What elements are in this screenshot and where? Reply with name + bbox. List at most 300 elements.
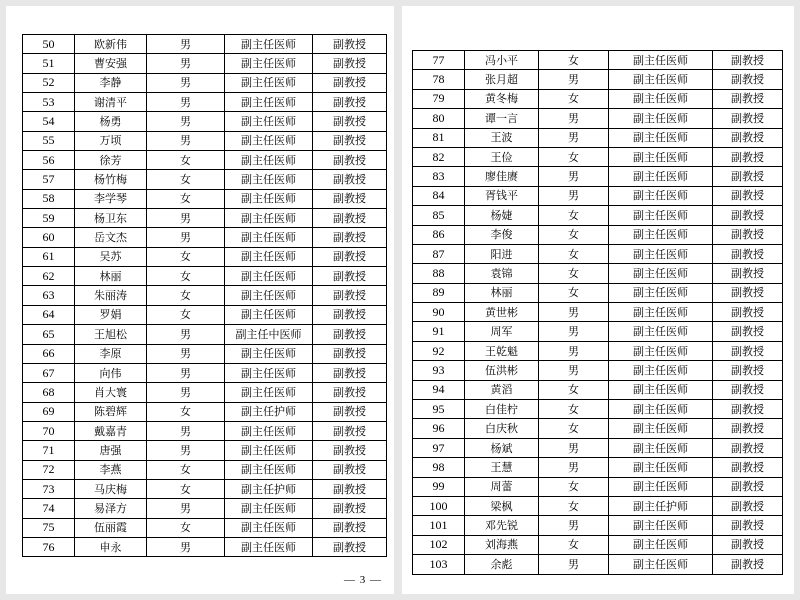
academic-title-cell: 副教授	[313, 170, 387, 189]
gender-cell: 男	[147, 325, 225, 344]
gender-cell: 男	[539, 109, 609, 128]
name-cell: 戴嘉青	[75, 421, 147, 440]
table-row	[413, 186, 783, 205]
row-number-cell: 100	[413, 496, 465, 515]
academic-title-cell: 副教授	[313, 421, 387, 440]
academic-title-cell: 副教授	[713, 128, 783, 147]
name-cell: 杨卫东	[75, 209, 147, 228]
table-row	[23, 499, 387, 518]
academic-title-cell: 副教授	[313, 112, 387, 131]
gender-cell: 女	[147, 286, 225, 305]
row-number-cell: 67	[23, 363, 75, 382]
table-row	[23, 305, 387, 324]
name-cell: 马庆梅	[75, 479, 147, 498]
table-row	[23, 54, 387, 73]
academic-title-cell: 副教授	[713, 341, 783, 360]
gender-cell: 男	[147, 73, 225, 92]
professional-title-cell: 副主任医师	[225, 131, 313, 150]
professional-title-cell: 副主任医师	[609, 516, 713, 535]
name-cell: 万顷	[75, 131, 147, 150]
table-row	[413, 555, 783, 574]
academic-title-cell: 副教授	[313, 479, 387, 498]
professional-title-cell: 副主任医师	[225, 441, 313, 460]
academic-title-cell: 副教授	[713, 70, 783, 89]
name-cell: 王旭松	[75, 325, 147, 344]
row-number-cell: 81	[413, 128, 465, 147]
gender-cell: 女	[147, 305, 225, 324]
academic-title-cell: 副教授	[713, 555, 783, 574]
row-number-cell: 99	[413, 477, 465, 496]
gender-cell: 女	[539, 283, 609, 302]
professional-title-cell: 副主任医师	[609, 458, 713, 477]
professional-title-cell: 副主任医师	[225, 73, 313, 92]
name-cell: 廖佳赓	[465, 167, 539, 186]
table-row	[413, 477, 783, 496]
professional-title-cell: 副主任医师	[609, 89, 713, 108]
table-row	[413, 167, 783, 186]
row-number-cell: 51	[23, 54, 75, 73]
gender-cell: 女	[539, 244, 609, 263]
academic-title-cell: 副教授	[713, 51, 783, 70]
row-number-cell: 77	[413, 51, 465, 70]
gender-cell: 男	[539, 555, 609, 574]
row-number-cell: 70	[23, 421, 75, 440]
gender-cell: 男	[147, 363, 225, 382]
table-row	[23, 325, 387, 344]
row-number-cell: 55	[23, 131, 75, 150]
table-row	[413, 458, 783, 477]
professional-title-cell: 副主任医师	[225, 209, 313, 228]
professional-title-cell: 副主任医师	[225, 151, 313, 170]
row-number-cell: 82	[413, 147, 465, 166]
academic-title-cell: 副教授	[313, 209, 387, 228]
name-cell: 欧新伟	[75, 35, 147, 54]
name-cell: 林丽	[465, 283, 539, 302]
gender-cell: 女	[539, 51, 609, 70]
row-number-cell: 65	[23, 325, 75, 344]
gender-cell: 女	[539, 400, 609, 419]
professional-title-cell: 副主任医师	[609, 147, 713, 166]
gender-cell: 女	[539, 225, 609, 244]
name-cell: 杨竹梅	[75, 170, 147, 189]
gender-cell: 女	[539, 380, 609, 399]
row-number-cell: 94	[413, 380, 465, 399]
gender-cell: 男	[147, 228, 225, 247]
staff-table-body	[413, 51, 783, 575]
name-cell: 刘海燕	[465, 535, 539, 554]
academic-title-cell: 副教授	[313, 286, 387, 305]
table-row	[23, 402, 387, 421]
name-cell: 杨婕	[465, 206, 539, 225]
table-row	[23, 131, 387, 150]
table-row	[413, 380, 783, 399]
academic-title-cell: 副教授	[713, 303, 783, 322]
professional-title-cell: 副主任医师	[225, 286, 313, 305]
academic-title-cell: 副教授	[713, 438, 783, 457]
professional-title-cell: 副主任医师	[609, 322, 713, 341]
name-cell: 黄世彬	[465, 303, 539, 322]
row-number-cell: 53	[23, 93, 75, 112]
professional-title-cell: 副主任医师	[225, 189, 313, 208]
academic-title-cell: 副教授	[713, 186, 783, 205]
staff-table-right	[412, 50, 783, 575]
staff-table-body	[23, 35, 387, 557]
name-cell: 申永	[75, 537, 147, 556]
academic-title-cell: 副教授	[713, 225, 783, 244]
row-number-cell: 52	[23, 73, 75, 92]
table-row	[23, 151, 387, 170]
table-row	[413, 89, 783, 108]
academic-title-cell: 副教授	[713, 516, 783, 535]
name-cell: 邓先锐	[465, 516, 539, 535]
gender-cell: 男	[147, 209, 225, 228]
name-cell: 向伟	[75, 363, 147, 382]
academic-title-cell: 副教授	[313, 151, 387, 170]
table-row	[413, 419, 783, 438]
professional-title-cell: 副主任医师	[225, 112, 313, 131]
name-cell: 张月超	[465, 70, 539, 89]
professional-title-cell: 副主任护师	[225, 402, 313, 421]
professional-title-cell: 副主任医师	[225, 228, 313, 247]
name-cell: 易泽方	[75, 499, 147, 518]
gender-cell: 男	[539, 322, 609, 341]
professional-title-cell: 副主任医师	[609, 167, 713, 186]
name-cell: 王乾魁	[465, 341, 539, 360]
table-row	[413, 341, 783, 360]
professional-title-cell: 副主任医师	[225, 499, 313, 518]
gender-cell: 男	[539, 186, 609, 205]
name-cell: 杨勇	[75, 112, 147, 131]
professional-title-cell: 副主任医师	[609, 361, 713, 380]
professional-title-cell: 副主任医师	[225, 305, 313, 324]
academic-title-cell: 副教授	[313, 189, 387, 208]
gender-cell: 男	[539, 303, 609, 322]
row-number-cell: 92	[413, 341, 465, 360]
table-row	[23, 247, 387, 266]
professional-title-cell: 副主任医师	[225, 170, 313, 189]
gender-cell: 男	[539, 341, 609, 360]
professional-title-cell: 副主任医师	[225, 518, 313, 537]
academic-title-cell: 副教授	[713, 380, 783, 399]
row-number-cell: 89	[413, 283, 465, 302]
gender-cell: 女	[147, 267, 225, 286]
academic-title-cell: 副教授	[313, 93, 387, 112]
academic-title-cell: 副教授	[713, 89, 783, 108]
row-number-cell: 61	[23, 247, 75, 266]
row-number-cell: 74	[23, 499, 75, 518]
academic-title-cell: 副教授	[713, 458, 783, 477]
table-row	[23, 479, 387, 498]
table-row	[413, 109, 783, 128]
gender-cell: 男	[147, 499, 225, 518]
table-row	[413, 225, 783, 244]
gender-cell: 男	[147, 421, 225, 440]
row-number-cell: 87	[413, 244, 465, 263]
professional-title-cell: 副主任医师	[225, 537, 313, 556]
gender-cell: 男	[539, 516, 609, 535]
row-number-cell: 84	[413, 186, 465, 205]
row-number-cell: 75	[23, 518, 75, 537]
table-row	[413, 496, 783, 515]
academic-title-cell: 副教授	[313, 518, 387, 537]
name-cell: 肖大寰	[75, 383, 147, 402]
name-cell: 李学琴	[75, 189, 147, 208]
row-number-cell: 86	[413, 225, 465, 244]
academic-title-cell: 副教授	[313, 247, 387, 266]
table-row	[413, 400, 783, 419]
table-row	[23, 518, 387, 537]
table-row	[23, 267, 387, 286]
row-number-cell: 69	[23, 402, 75, 421]
academic-title-cell: 副教授	[313, 35, 387, 54]
name-cell: 李燕	[75, 460, 147, 479]
academic-title-cell: 副教授	[313, 363, 387, 382]
gender-cell: 女	[539, 264, 609, 283]
gender-cell: 男	[539, 70, 609, 89]
table-row	[413, 51, 783, 70]
professional-title-cell: 副主任医师	[609, 244, 713, 263]
gender-cell: 男	[147, 131, 225, 150]
academic-title-cell: 副教授	[713, 477, 783, 496]
professional-title-cell: 副主任医师	[609, 109, 713, 128]
name-cell: 谢清平	[75, 93, 147, 112]
gender-cell: 男	[147, 35, 225, 54]
academic-title-cell: 副教授	[313, 460, 387, 479]
academic-title-cell: 副教授	[713, 244, 783, 263]
name-cell: 余彪	[465, 555, 539, 574]
gender-cell: 女	[147, 189, 225, 208]
name-cell: 伍洪彬	[465, 361, 539, 380]
row-number-cell: 88	[413, 264, 465, 283]
professional-title-cell: 副主任医师	[609, 419, 713, 438]
professional-title-cell: 副主任医师	[225, 93, 313, 112]
professional-title-cell: 副主任中医师	[225, 325, 313, 344]
table-row	[23, 73, 387, 92]
gender-cell: 男	[147, 54, 225, 73]
table-row	[23, 286, 387, 305]
table-row	[413, 283, 783, 302]
academic-title-cell: 副教授	[713, 535, 783, 554]
name-cell: 王慧	[465, 458, 539, 477]
professional-title-cell: 副主任医师	[609, 128, 713, 147]
table-row	[23, 93, 387, 112]
professional-title-cell: 副主任医师	[225, 460, 313, 479]
table-row	[23, 441, 387, 460]
table-row	[413, 516, 783, 535]
gender-cell: 女	[539, 496, 609, 515]
academic-title-cell: 副教授	[713, 361, 783, 380]
name-cell: 白佳柠	[465, 400, 539, 419]
table-row	[413, 264, 783, 283]
table-row	[413, 128, 783, 147]
table-row	[413, 206, 783, 225]
table-row	[23, 35, 387, 54]
academic-title-cell: 副教授	[313, 325, 387, 344]
professional-title-cell: 副主任医师	[225, 247, 313, 266]
row-number-cell: 58	[23, 189, 75, 208]
name-cell: 周蕾	[465, 477, 539, 496]
row-number-cell: 63	[23, 286, 75, 305]
table-row	[23, 170, 387, 189]
professional-title-cell: 副主任医师	[609, 186, 713, 205]
professional-title-cell: 副主任医师	[225, 35, 313, 54]
academic-title-cell: 副教授	[713, 264, 783, 283]
gender-cell: 女	[147, 247, 225, 266]
professional-title-cell: 副主任医师	[609, 206, 713, 225]
name-cell: 王波	[465, 128, 539, 147]
row-number-cell: 68	[23, 383, 75, 402]
gender-cell: 男	[147, 537, 225, 556]
gender-cell: 女	[539, 147, 609, 166]
name-cell: 谭一言	[465, 109, 539, 128]
name-cell: 梁枫	[465, 496, 539, 515]
professional-title-cell: 副主任医师	[609, 380, 713, 399]
academic-title-cell: 副教授	[313, 344, 387, 363]
row-number-cell: 102	[413, 535, 465, 554]
professional-title-cell: 副主任医师	[609, 341, 713, 360]
page-number: — 3 —	[344, 574, 382, 586]
row-number-cell: 90	[413, 303, 465, 322]
professional-title-cell: 副主任医师	[609, 477, 713, 496]
row-number-cell: 64	[23, 305, 75, 324]
academic-title-cell: 副教授	[313, 305, 387, 324]
name-cell: 徐芳	[75, 151, 147, 170]
gender-cell: 女	[147, 479, 225, 498]
row-number-cell: 60	[23, 228, 75, 247]
row-number-cell: 103	[413, 555, 465, 574]
professional-title-cell: 副主任医师	[609, 225, 713, 244]
table-row	[413, 244, 783, 263]
gender-cell: 女	[539, 419, 609, 438]
table-row	[413, 303, 783, 322]
name-cell: 黄滔	[465, 380, 539, 399]
right-page	[402, 6, 794, 594]
professional-title-cell: 副主任医师	[225, 421, 313, 440]
gender-cell: 女	[539, 535, 609, 554]
professional-title-cell: 副主任医师	[609, 535, 713, 554]
table-row	[23, 537, 387, 556]
name-cell: 曹安强	[75, 54, 147, 73]
gender-cell: 女	[147, 170, 225, 189]
professional-title-cell: 副主任护师	[225, 479, 313, 498]
row-number-cell: 76	[23, 537, 75, 556]
name-cell: 林丽	[75, 267, 147, 286]
table-row	[23, 189, 387, 208]
professional-title-cell: 副主任医师	[225, 363, 313, 382]
table-row	[23, 383, 387, 402]
table-row	[23, 228, 387, 247]
table-row	[413, 438, 783, 457]
name-cell: 周军	[465, 322, 539, 341]
gender-cell: 男	[147, 112, 225, 131]
table-row	[23, 363, 387, 382]
academic-title-cell: 副教授	[713, 109, 783, 128]
gender-cell: 男	[539, 361, 609, 380]
name-cell: 李原	[75, 344, 147, 363]
academic-title-cell: 副教授	[313, 54, 387, 73]
gender-cell: 男	[539, 438, 609, 457]
gender-cell: 男	[539, 128, 609, 147]
professional-title-cell: 副主任医师	[609, 400, 713, 419]
name-cell: 胥钱平	[465, 186, 539, 205]
academic-title-cell: 副教授	[713, 167, 783, 186]
name-cell: 袁锦	[465, 264, 539, 283]
gender-cell: 女	[147, 402, 225, 421]
professional-title-cell: 副主任医师	[609, 438, 713, 457]
gender-cell: 女	[147, 460, 225, 479]
name-cell: 伍丽霞	[75, 518, 147, 537]
professional-title-cell: 副主任医师	[225, 383, 313, 402]
academic-title-cell: 副教授	[313, 402, 387, 421]
academic-title-cell: 副教授	[713, 283, 783, 302]
professional-title-cell: 副主任医师	[609, 303, 713, 322]
row-number-cell: 80	[413, 109, 465, 128]
academic-title-cell: 副教授	[713, 496, 783, 515]
row-number-cell: 54	[23, 112, 75, 131]
academic-title-cell: 副教授	[313, 73, 387, 92]
gender-cell: 男	[147, 441, 225, 460]
name-cell: 黄冬梅	[465, 89, 539, 108]
professional-title-cell: 副主任护师	[609, 496, 713, 515]
academic-title-cell: 副教授	[313, 441, 387, 460]
table-row	[23, 344, 387, 363]
gender-cell: 女	[539, 477, 609, 496]
row-number-cell: 101	[413, 516, 465, 535]
table-row	[413, 361, 783, 380]
row-number-cell: 91	[413, 322, 465, 341]
name-cell: 白庆秋	[465, 419, 539, 438]
name-cell: 罗娟	[75, 305, 147, 324]
row-number-cell: 59	[23, 209, 75, 228]
table-row	[413, 147, 783, 166]
academic-title-cell: 副教授	[313, 499, 387, 518]
professional-title-cell: 副主任医师	[609, 51, 713, 70]
professional-title-cell: 副主任医师	[609, 70, 713, 89]
gender-cell: 男	[147, 93, 225, 112]
name-cell: 吴苏	[75, 247, 147, 266]
table-row	[23, 112, 387, 131]
table-row	[413, 70, 783, 89]
row-number-cell: 73	[23, 479, 75, 498]
academic-title-cell: 副教授	[313, 228, 387, 247]
row-number-cell: 98	[413, 458, 465, 477]
name-cell: 唐强	[75, 441, 147, 460]
gender-cell: 女	[147, 151, 225, 170]
gender-cell: 男	[147, 344, 225, 363]
row-number-cell: 96	[413, 419, 465, 438]
academic-title-cell: 副教授	[713, 147, 783, 166]
name-cell: 岳文杰	[75, 228, 147, 247]
name-cell: 李俊	[465, 225, 539, 244]
professional-title-cell: 副主任医师	[225, 267, 313, 286]
row-number-cell: 79	[413, 89, 465, 108]
row-number-cell: 93	[413, 361, 465, 380]
row-number-cell: 71	[23, 441, 75, 460]
row-number-cell: 50	[23, 35, 75, 54]
row-number-cell: 66	[23, 344, 75, 363]
row-number-cell: 72	[23, 460, 75, 479]
gender-cell: 女	[147, 518, 225, 537]
academic-title-cell: 副教授	[313, 383, 387, 402]
academic-title-cell: 副教授	[713, 419, 783, 438]
name-cell: 王俭	[465, 147, 539, 166]
professional-title-cell: 副主任医师	[609, 555, 713, 574]
table-row	[413, 322, 783, 341]
academic-title-cell: 副教授	[713, 206, 783, 225]
name-cell: 阳进	[465, 244, 539, 263]
row-number-cell: 85	[413, 206, 465, 225]
gender-cell: 女	[539, 206, 609, 225]
